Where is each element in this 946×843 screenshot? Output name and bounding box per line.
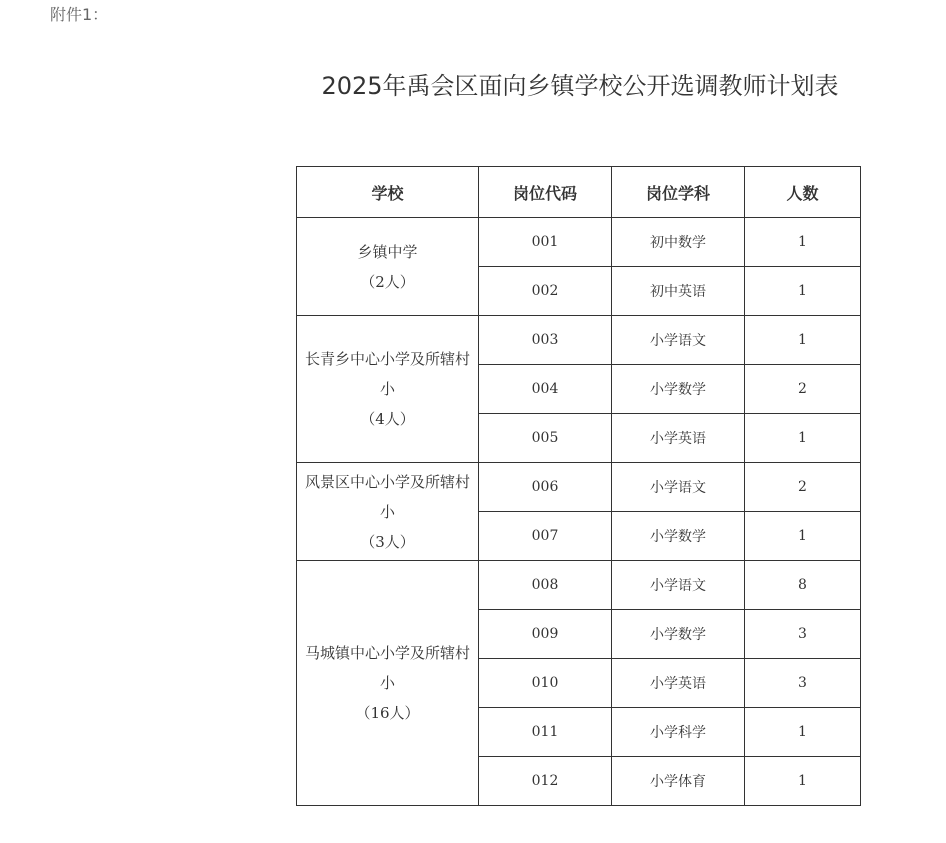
- table-row: [297, 561, 861, 610]
- post-code: 011: [479, 708, 612, 757]
- page-title: 2025年禹会区面向乡镇学校公开选调教师计划表: [321, 72, 839, 100]
- school-name: 风景区中心小学及所辖村小: [304, 472, 470, 521]
- post-count: 2: [745, 365, 861, 414]
- post-code: 009: [479, 610, 612, 659]
- post-code: 007: [479, 512, 612, 561]
- school-count: （3人）: [360, 532, 415, 551]
- post-count: 1: [745, 316, 861, 365]
- header-subject: 岗位学科: [612, 167, 745, 218]
- post-subject: 小学英语: [612, 659, 745, 708]
- post-subject: 小学数学: [612, 610, 745, 659]
- post-count: 2: [745, 463, 861, 512]
- school-name: 马城镇中心小学及所辖村小: [304, 644, 470, 692]
- table-row: [297, 218, 861, 267]
- header-school: 学校: [297, 167, 479, 218]
- teacher-plan-table: [296, 166, 861, 806]
- header-count: 人数: [745, 167, 861, 218]
- post-code: 002: [479, 267, 612, 316]
- post-code: 012: [479, 757, 612, 806]
- post-count: 1: [745, 708, 861, 757]
- post-count: 3: [745, 659, 861, 708]
- post-subject: 初中英语: [612, 267, 745, 316]
- post-count: 1: [745, 218, 861, 267]
- post-code: 008: [479, 561, 612, 610]
- school-name: 乡镇中学: [357, 242, 418, 261]
- post-subject: 初中数学: [612, 218, 745, 267]
- school-cell: [297, 218, 479, 316]
- school-count: （4人）: [360, 410, 415, 428]
- post-subject: 小学英语: [612, 414, 745, 463]
- post-count: 8: [745, 561, 861, 610]
- header-post-code: 岗位代码: [479, 167, 612, 218]
- post-code: 003: [479, 316, 612, 365]
- post-code: 005: [479, 414, 612, 463]
- post-count: 1: [745, 267, 861, 316]
- post-count: 3: [745, 610, 861, 659]
- post-code: 001: [479, 218, 612, 267]
- table-row: [297, 463, 861, 512]
- table-header-row: [297, 167, 861, 218]
- post-count: 1: [745, 512, 861, 561]
- post-subject: 小学语文: [612, 316, 745, 365]
- post-subject: 小学语文: [612, 561, 745, 610]
- school-count: （2人）: [360, 272, 415, 291]
- post-code: 006: [479, 463, 612, 512]
- attachment-label: 附件1：: [50, 5, 109, 24]
- post-code: 004: [479, 365, 612, 414]
- school-name: 长青乡中心小学及所辖村小: [304, 350, 470, 398]
- post-subject: 小学语文: [612, 463, 745, 512]
- school-cell: [297, 561, 479, 806]
- school-cell: [297, 316, 479, 463]
- post-count: 1: [745, 414, 861, 463]
- table-row: [297, 316, 861, 365]
- post-subject: 小学数学: [612, 512, 745, 561]
- post-subject: 小学体育: [612, 757, 745, 806]
- school-cell: [297, 463, 479, 561]
- post-subject: 小学数学: [612, 365, 745, 414]
- post-count: 1: [745, 757, 861, 806]
- school-count: （16人）: [355, 704, 420, 722]
- post-subject: 小学科学: [612, 708, 745, 757]
- post-code: 010: [479, 659, 612, 708]
